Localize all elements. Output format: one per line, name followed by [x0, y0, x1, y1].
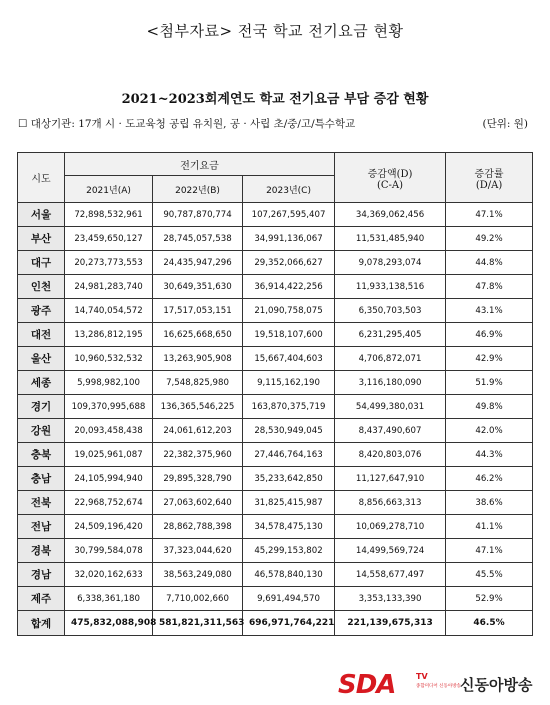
cost-2023-cell: 21,090,758,075: [243, 299, 335, 323]
cost-2022-cell: 29,895,328,790: [153, 467, 243, 491]
cost-2023-cell: 36,914,422,256: [243, 275, 335, 299]
header-2023: 2023년(C): [243, 176, 335, 203]
cost-2021-cell: 20,093,458,438: [65, 419, 153, 443]
change-cell: 11,531,485,940: [335, 227, 446, 251]
header-2022: 2022년(B): [153, 176, 243, 203]
table-row: [18, 467, 533, 491]
rate-cell: 47.1%: [446, 203, 533, 227]
rate-cell: 38.6%: [446, 491, 533, 515]
cost-2023-cell: 29,352,066,627: [243, 251, 335, 275]
document-heading: <첨부자료> 전국 학교 전기요금 현황: [146, 22, 404, 40]
cost-2021-cell: 109,370,995,688: [65, 395, 153, 419]
change-cell: 6,350,703,503: [335, 299, 446, 323]
region-cell: 경기: [18, 395, 65, 419]
region-cell: 경북: [18, 539, 65, 563]
cost-2023-cell: 696,971,764,221: [243, 611, 335, 636]
cost-2022-cell: 37,323,044,620: [153, 539, 243, 563]
cost-2023-cell: 45,299,153,802: [243, 539, 335, 563]
header-change: [335, 153, 446, 203]
cost-2021-cell: 6,338,361,180: [65, 587, 153, 611]
change-cell: 6,231,295,405: [335, 323, 446, 347]
cost-2021-cell: 32,020,162,633: [65, 563, 153, 587]
change-cell: 9,078,293,074: [335, 251, 446, 275]
change-cell: 14,558,677,497: [335, 563, 446, 587]
cost-2023-cell: 46,578,840,130: [243, 563, 335, 587]
cost-2021-cell: 23,459,650,127: [65, 227, 153, 251]
region-cell: 대전: [18, 323, 65, 347]
table-row: [18, 299, 533, 323]
region-cell: 대구: [18, 251, 65, 275]
change-cell: 10,069,278,710: [335, 515, 446, 539]
cost-2023-cell: 27,446,764,163: [243, 443, 335, 467]
table-row: [18, 275, 533, 299]
header-change-formula: (C-A): [377, 179, 404, 191]
change-cell: 11,127,647,910: [335, 467, 446, 491]
header-rate: [446, 153, 533, 203]
unit-note: (단위: 원): [482, 118, 528, 130]
rate-cell: 52.9%: [446, 587, 533, 611]
broadcaster-logo: [338, 672, 543, 698]
change-cell: 34,369,062,456: [335, 203, 446, 227]
rate-cell: 47.1%: [446, 539, 533, 563]
cost-2021-cell: 475,832,088,908: [65, 611, 153, 636]
cost-2021-cell: 13,286,812,195: [65, 323, 153, 347]
cost-2022-cell: 13,263,905,908: [153, 347, 243, 371]
cost-2022-cell: 24,061,612,203: [153, 419, 243, 443]
change-cell: 14,499,569,724: [335, 539, 446, 563]
cost-2022-cell: 27,063,602,640: [153, 491, 243, 515]
logo-mark: SDA: [338, 670, 396, 700]
change-cell: 11,933,138,516: [335, 275, 446, 299]
table-row: [18, 371, 533, 395]
region-cell: 광주: [18, 299, 65, 323]
cost-2021-cell: 5,998,982,100: [65, 371, 153, 395]
cost-2022-cell: 136,365,546,225: [153, 395, 243, 419]
cost-2023-cell: 34,578,475,130: [243, 515, 335, 539]
table-row: [18, 323, 533, 347]
header-rate-formula: (D/A): [475, 179, 503, 191]
rate-cell: 49.2%: [446, 227, 533, 251]
cost-2021-cell: 22,968,752,674: [65, 491, 153, 515]
region-cell: 제주: [18, 587, 65, 611]
cost-2022-cell: 90,787,870,774: [153, 203, 243, 227]
cost-2022-cell: 17,517,053,151: [153, 299, 243, 323]
change-cell: 8,856,663,313: [335, 491, 446, 515]
table-row: [18, 251, 533, 275]
scope-note: ☐ 대상기관: 17개 시 · 도교육청 공립 유치원, 공 · 사립 초/중/고/특수학교: [18, 118, 356, 130]
change-cell: 8,420,803,076: [335, 443, 446, 467]
region-cell: 합계: [18, 611, 65, 636]
logo-name: 신동아방송: [460, 676, 533, 694]
change-cell: 3,116,180,090: [335, 371, 446, 395]
region-cell: 충북: [18, 443, 65, 467]
cost-2022-cell: 24,435,947,296: [153, 251, 243, 275]
table-row: [18, 347, 533, 371]
total-row: [18, 611, 533, 636]
rate-cell: 45.5%: [446, 563, 533, 587]
cost-2022-cell: 30,649,351,630: [153, 275, 243, 299]
cost-2022-cell: 7,710,002,660: [153, 587, 243, 611]
table-row: [18, 587, 533, 611]
cost-2023-cell: 19,518,107,600: [243, 323, 335, 347]
rate-cell: 43.1%: [446, 299, 533, 323]
cost-2023-cell: 35,233,642,850: [243, 467, 335, 491]
table-row: [18, 419, 533, 443]
cost-2023-cell: 9,691,494,570: [243, 587, 335, 611]
table-row: [18, 395, 533, 419]
cost-2021-cell: 20,273,773,553: [65, 251, 153, 275]
rate-cell: 46.5%: [446, 611, 533, 636]
region-cell: 경남: [18, 563, 65, 587]
rate-cell: 51.9%: [446, 371, 533, 395]
electricity-cost-table: [17, 152, 533, 636]
header-electricity: 전기요금: [65, 153, 335, 176]
rate-cell: 44.3%: [446, 443, 533, 467]
region-cell: 세종: [18, 371, 65, 395]
region-cell: 전북: [18, 491, 65, 515]
cost-2023-cell: 34,991,136,067: [243, 227, 335, 251]
header-change-label: 증감액(D): [367, 168, 413, 180]
cost-2022-cell: 28,862,788,398: [153, 515, 243, 539]
region-cell: 강원: [18, 419, 65, 443]
table-row: [18, 563, 533, 587]
cost-2021-cell: 24,105,994,940: [65, 467, 153, 491]
cost-2021-cell: 72,898,532,961: [65, 203, 153, 227]
cost-2021-cell: 24,509,196,420: [65, 515, 153, 539]
region-cell: 충남: [18, 467, 65, 491]
table-row: [18, 443, 533, 467]
cost-2022-cell: 38,563,249,080: [153, 563, 243, 587]
rate-cell: 41.1%: [446, 515, 533, 539]
cost-2021-cell: 30,799,584,078: [65, 539, 153, 563]
change-cell: 54,499,380,031: [335, 395, 446, 419]
change-cell: 4,706,872,071: [335, 347, 446, 371]
cost-2022-cell: 28,745,057,538: [153, 227, 243, 251]
cost-2023-cell: 107,267,595,407: [243, 203, 335, 227]
cost-2022-cell: 16,625,668,650: [153, 323, 243, 347]
rate-cell: 44.8%: [446, 251, 533, 275]
table-row: [18, 515, 533, 539]
change-cell: 8,437,490,607: [335, 419, 446, 443]
rate-cell: 47.8%: [446, 275, 533, 299]
change-cell: 221,139,675,313: [335, 611, 446, 636]
cost-2023-cell: 15,667,404,603: [243, 347, 335, 371]
region-cell: 부산: [18, 227, 65, 251]
cost-2022-cell: 7,548,825,980: [153, 371, 243, 395]
region-cell: 울산: [18, 347, 65, 371]
region-cell: 인천: [18, 275, 65, 299]
cost-2021-cell: 24,981,283,740: [65, 275, 153, 299]
cost-2023-cell: 31,825,415,987: [243, 491, 335, 515]
rate-cell: 46.2%: [446, 467, 533, 491]
table-row: [18, 539, 533, 563]
cost-2021-cell: 10,960,532,532: [65, 347, 153, 371]
rate-cell: 42.9%: [446, 347, 533, 371]
table-title: 2021~2023회계연도 학교 전기요금 부담 증감 현황: [121, 92, 429, 107]
header-region: 시도: [18, 153, 65, 203]
table-body: [18, 203, 533, 636]
region-cell: 서울: [18, 203, 65, 227]
rate-cell: 49.8%: [446, 395, 533, 419]
table-row: [18, 227, 533, 251]
table-row: [18, 491, 533, 515]
table-row: [18, 203, 533, 227]
cost-2022-cell: 22,382,375,960: [153, 443, 243, 467]
cost-2023-cell: 9,115,162,190: [243, 371, 335, 395]
cost-2021-cell: 14,740,054,572: [65, 299, 153, 323]
change-cell: 3,353,133,390: [335, 587, 446, 611]
header-rate-label: 증감률: [474, 168, 504, 180]
cost-2023-cell: 28,530,949,045: [243, 419, 335, 443]
logo-tv: TV: [416, 672, 428, 681]
rate-cell: 46.9%: [446, 323, 533, 347]
header-2021: 2021년(A): [65, 176, 153, 203]
region-cell: 전남: [18, 515, 65, 539]
cost-2021-cell: 19,025,961,087: [65, 443, 153, 467]
cost-2022-cell: 581,821,311,563: [153, 611, 243, 636]
cost-2023-cell: 163,870,375,719: [243, 395, 335, 419]
logo-subtitle: 종합미디어 신동아방송: [416, 684, 461, 689]
rate-cell: 42.0%: [446, 419, 533, 443]
